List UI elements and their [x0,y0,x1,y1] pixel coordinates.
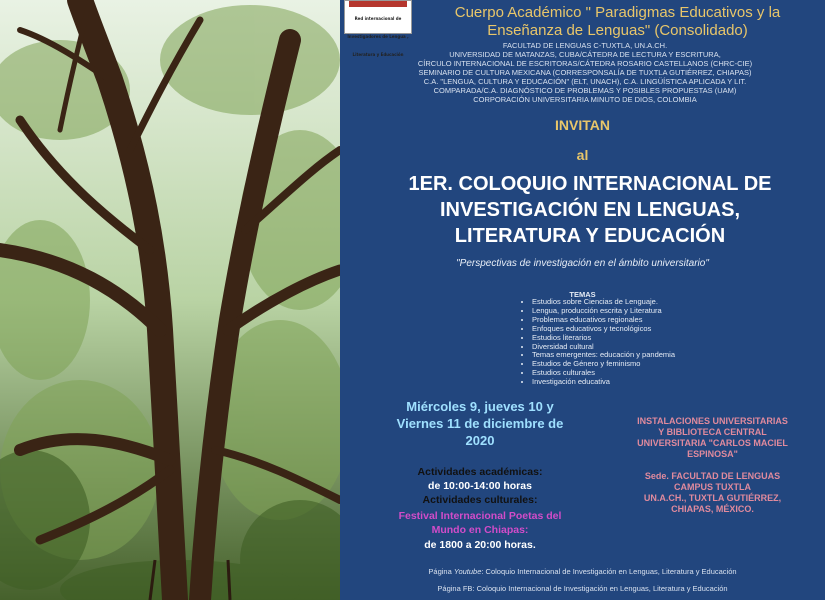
institution-line: UNIVERSIDAD DE MATANZAS, CUBA/CÁTEDRA DE LECTURA Y ESCRITURA, [449,50,721,59]
festival-name-line: Mundo en Chiapas: [431,524,529,536]
institution-line: SEMINARIO DE CULTURA MEXICANA (CORRESPONSALÍA DE TUXTLA GUTIÉRREZ, CHIAPAS) [418,68,752,77]
temas-heading: TEMAS [569,290,596,299]
event-date-line: 2020 [465,433,495,448]
logo-text: Red internacional de Investigadores de Lengua , Literatura y Educación [347,16,409,57]
cultural-activities-label: Actividades culturales: [422,494,538,506]
youtube-text: : Coloquio Internacional de Investigación en Lenguas, Literatura y Educación [481,567,737,576]
tema-item: • Problemas educativos regionales [532,316,675,325]
cultural-activities-time: de 1800 a 20:00 horas. [424,539,536,551]
tema-item: • Temas emergentes: educación y pandemia [532,351,675,360]
academic-activities-label: Actividades académicas: [417,466,543,478]
sede-line: Sede. FACULTAD DE LENGUAS [644,471,781,481]
header-line-2: Enseñanza de Lenguas" (Consolidado) [487,22,748,39]
event-title-line: INVESTIGACIÓN EN LENGUAS, [439,199,741,221]
youtube-footer [340,567,825,576]
logo-emblem [349,1,407,7]
tree-image [0,0,340,600]
institution-line: C.A. "LENGUA, CULTURA Y EDUCACIÓN" (ELT, UNACH), C.A. LINGÜÍSTICA APLICADA Y LIT. [423,77,747,86]
tema-item: • Enfoques educativos y tecnológicos [532,325,675,334]
al-heading: al [576,147,589,163]
institution-line: CORPORACIÓN UNIVERSITARIA MINUTO DE DIOS, COLOMBIA [473,95,697,104]
invitan-heading: INVITAN [555,117,610,133]
tema-item: • Investigación educativa [532,378,675,387]
event-title-line: LITERATURA Y EDUCACIÓN [454,225,726,247]
tree-photo [0,0,340,600]
header-line-1: Cuerpo Académico " Paradigmas Educativos y la [454,4,781,21]
venue-line: UNIVERSITARIA "CARLOS MACIEL [637,438,788,448]
festival-name-line: Festival Internacional Poetas del [398,510,562,522]
tema-item: • Estudios culturales [532,369,675,378]
youtube-prefix: Página [428,567,454,576]
network-logo [344,0,412,57]
event-date-line: Viernes 11 de diciembre de [396,416,564,431]
event-date-line: Miércoles 9, jueves 10 y [406,399,554,414]
venue-line: INSTALACIONES UNIVERSITARIAS [637,416,788,426]
institution-line: COMPARADA/C.A. DIAGNÓSTICO DE PROBLEMAS Y POSIBLES PROPUESTAS (UAM) [433,86,737,95]
tema-item: • Estudios de Género y feminismo [532,360,675,369]
event-subtitle: "Perspectivas de investigación en el ámbito universitario" [456,258,709,269]
tema-item: • Estudios sobre Ciencias de Lenguaje. [532,298,675,307]
facebook-footer: Página FB: Coloquio Internacional de Investigación en Lenguas, Literatura y Educación [437,584,728,593]
academic-activities-time: de 10:00-14:00 horas [428,480,532,492]
venue-line: Y BIBLIOTECA CENTRAL [658,427,767,437]
venue-line: ESPINOSA" [687,449,738,459]
temas-list [520,298,675,387]
youtube-platform: Youtube [453,567,482,576]
institution-line: FACULTAD DE LENGUAS C-TUXTLA, UN.A.CH. [502,41,668,50]
tema-item: • Estudios literarios [532,334,675,343]
sede-line: UN.A.CH., TUXTLA GUTIÉRREZ, [643,493,782,503]
sede-line: CHIAPAS, MÉXICO. [671,504,754,514]
tema-item: • Lengua, producción escrita y Literatura [532,307,675,316]
sede-line: CAMPUS TUXTLA [674,482,751,492]
tema-item: • Diversidad cultural [532,343,675,352]
institution-line: CÍRCULO INTERNACIONAL DE ESCRITORAS/CÁTEDRA ROSARIO CASTELLANOS (CHRC-CIE) [417,59,753,68]
event-title-line: 1ER. COLOQUIO INTERNACIONAL DE [408,173,772,195]
